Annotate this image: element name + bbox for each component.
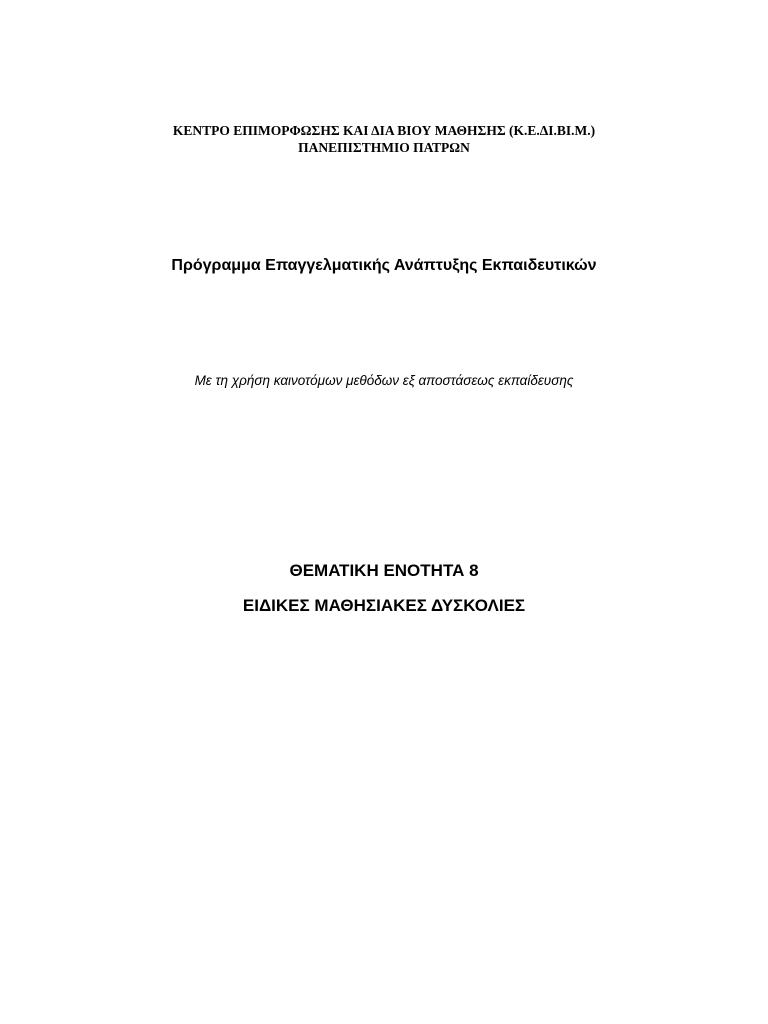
program-subtitle: Με τη χρήση καινοτόμων μεθόδων εξ αποστάσεως εκπαίδευσης — [194, 373, 574, 388]
unit-number: ΘΕΜΑΤΙΚΗ ΕΝΟΤΗΤΑ 8 — [289, 561, 479, 580]
program-title: Πρόγραμμα Επαγγελματικής Ανάπτυξης Εκπαιδευτικών — [171, 257, 597, 274]
university-name: ΠΑΝΕΠΙΣΤΗΜΙΟ ΠΑΤΡΩΝ — [298, 140, 470, 155]
unit-title: ΕΙΔΙΚΕΣ ΜΑΘΗΣΙΑΚΕΣ ΔΥΣΚΟΛΙΕΣ — [242, 596, 526, 615]
institution-name: ΚΕΝΤΡΟ ΕΠΙΜΟΡΦΩΣΗΣ ΚΑΙ ΔΙΑ ΒΙΟΥ ΜΑΘΗΣΗΣ (Κ.Ε.ΔΙ.ΒΙ.Μ.) — [172, 123, 596, 138]
